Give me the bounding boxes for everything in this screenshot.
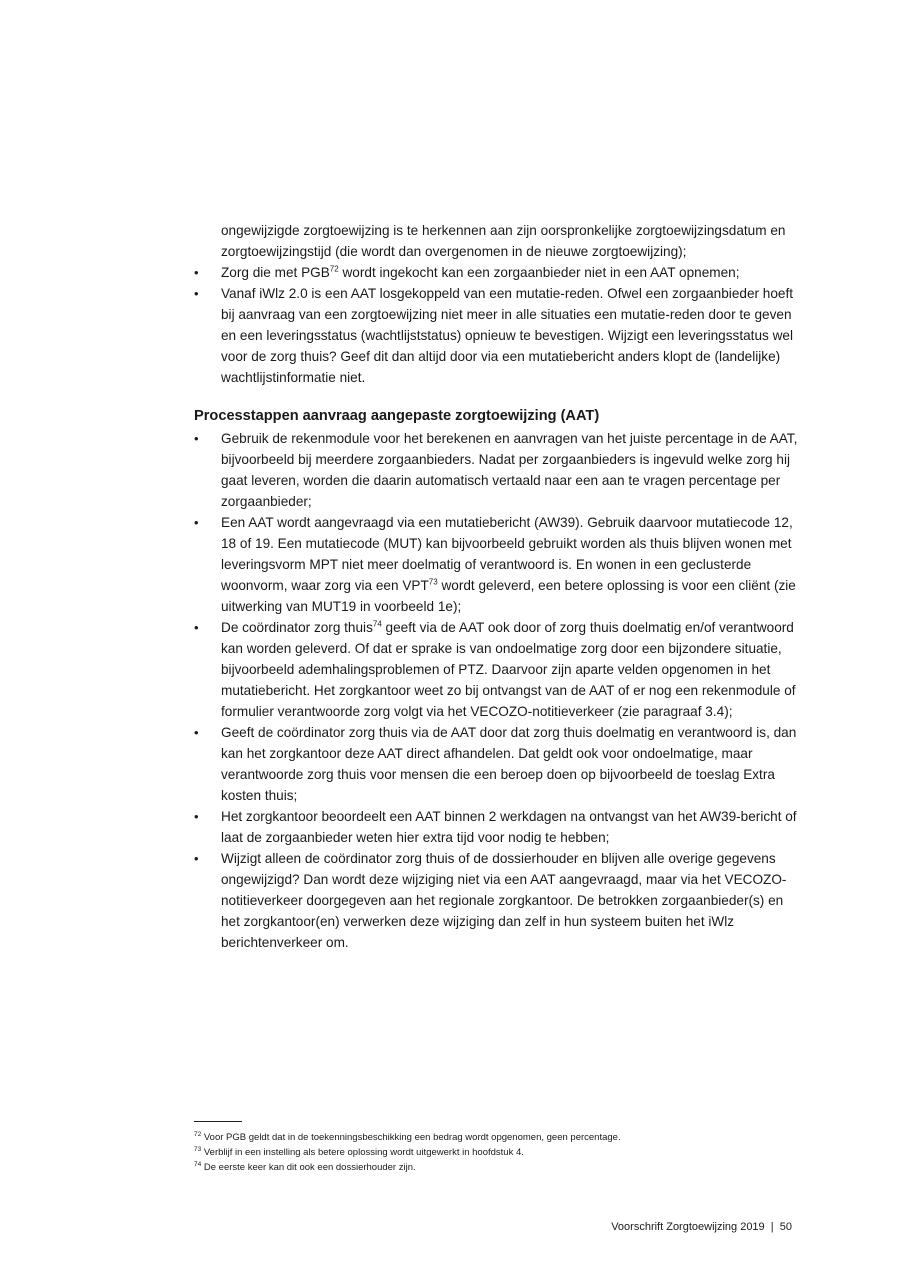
footnote-text: Voor PGB geldt dat in de toekenningsbeschikking een bedrag wordt opgenomen, geen percentage. bbox=[201, 1132, 621, 1143]
list-item bbox=[194, 848, 799, 953]
bullet-icon: • bbox=[194, 851, 199, 866]
footnote-74 bbox=[194, 1160, 799, 1175]
section-heading: Processtappen aanvraag aangepaste zorgtoewijzing (AAT) bbox=[194, 408, 600, 424]
bullet-icon: • bbox=[194, 265, 199, 280]
footnote-text: De eerste keer kan dit ook een dossierhouder zijn. bbox=[201, 1162, 416, 1173]
footnote-ref-73[interactable]: 73 bbox=[428, 577, 438, 587]
footnote-divider bbox=[194, 1121, 242, 1122]
main-text bbox=[194, 220, 799, 953]
bullet-text: Een AAT wordt aangevraagd via een mutatiebericht (AW39). Gebruik daarvoor mutatiecode 12, 18 of 19. Een mutatiecode (MUT) kan bijvoorbeeld gebruikt worden als thuis blijven wonen met leveringsvorm MPT niet meer doelmatig of verantwoord is. En wonen in een geclusterde woonvorm, waar zorg via een VPT bbox=[221, 515, 793, 593]
footnote-ref-74[interactable]: 74 bbox=[372, 619, 382, 629]
footnote-73 bbox=[194, 1145, 799, 1160]
footnotes bbox=[194, 1130, 799, 1175]
bullet-icon: • bbox=[194, 725, 199, 740]
bullet-text: Geeft de coördinator zorg thuis via de AAT door dat zorg thuis doelmatig en verantwoord is, dan kan het zorgkantoor deze AAT direct afhandelen. Dat geldt ook voor ondoelmatige, maar verantwoorde zorg thuis voor mensen die een beroep doen op bijvoorbeeld de toeslag Extra kosten thuis; bbox=[221, 725, 797, 803]
continued-paragraph: ongewijzigde zorgtoewijzing is te herkennen aan zijn oorspronkelijke zorgtoewijzingsdatum en zorgtoewijzingstijd (die wordt dan overgenomen in de nieuwe zorgtoewijzing); bbox=[221, 223, 786, 259]
process-steps-list bbox=[194, 428, 799, 953]
bullet-text: wordt geleverd, een betere oplossing is voor een cliënt (zie uitwerking van MUT19 in voorbeeld 1e); bbox=[221, 578, 796, 614]
bullet-icon: • bbox=[194, 620, 199, 635]
page-footer: Voorschrift Zorgtoewijzing 2019 | 50 bbox=[611, 1221, 792, 1233]
bullet-text: Wijzigt alleen de coördinator zorg thuis of de dossierhouder en blijven alle overige gegevens ongewijzigd? Dan wordt deze wijziging niet via een AAT aangevraagd, maar via het VECOZO-notitieverkeer doorgegeven aan het regionale zorgkantoor. De betrokken zorgaanbieder(s) en het zorgkantoor(en) verwerken deze wijziging dan zelf in hun systeem buiten het iWlz berichtenverkeer om. bbox=[221, 851, 787, 950]
footnote-number: 72 bbox=[194, 1130, 202, 1138]
footnote-ref-72[interactable]: 72 bbox=[329, 264, 339, 274]
list-item bbox=[194, 722, 799, 806]
list-item bbox=[194, 262, 799, 283]
footnote-number: 74 bbox=[194, 1160, 202, 1168]
list-item bbox=[194, 806, 799, 848]
footnote-text: Verblijf in een instelling als betere oplossing wordt uitgewerkt in hoofdstuk 4. bbox=[201, 1147, 524, 1158]
list-item bbox=[194, 283, 799, 388]
footnote-number: 73 bbox=[194, 1145, 202, 1153]
bullet-text: wordt ingekocht kan een zorgaanbieder niet in een AAT opnemen; bbox=[338, 265, 740, 280]
list-item bbox=[194, 512, 799, 617]
intro-bullet-list bbox=[194, 262, 799, 388]
bullet-text: geeft via de AAT ook door of zorg thuis doelmatig en/of verantwoord kan worden geleverd. Of dat er sprake is van ondoelmatige zorg door een bijzondere situatie, bijvoorbeeld ademhalingsproblemen of PTZ. Daarvoor zijn aparte velden opgenomen in het mutatiebericht. Het zorgkantoor weet zo bij ontvangst van de AAT of er nog een rekenmodule of formulier verantwoorde zorg volgt via het VECOZO-notitieverkeer (zie paragraaf 3.4); bbox=[221, 620, 796, 719]
bullet-text: Het zorgkantoor beoordeelt een AAT binnen 2 werkdagen na ontvangst van het AW39-bericht of laat de zorgaanbieder weten hier extra tijd voor nodig te hebben; bbox=[221, 809, 797, 845]
bullet-icon: • bbox=[194, 431, 199, 446]
bullet-text: Zorg die met PGB bbox=[221, 265, 330, 280]
bullet-icon: • bbox=[194, 286, 199, 301]
footnote-72 bbox=[194, 1130, 799, 1145]
list-item bbox=[194, 617, 799, 722]
bullet-icon: • bbox=[194, 809, 199, 824]
bullet-text: De coördinator zorg thuis bbox=[221, 620, 373, 635]
bullet-text: Vanaf iWlz 2.0 is een AAT losgekoppeld van een mutatie-reden. Ofwel een zorgaanbieder hoeft bij aanvraag van een zorgtoewijzing niet meer in alle situaties een mutatie-reden door te geven en een leveringsstatus (wachtlijststatus) opnieuw te bevestigen. Wijzigt een leveringsstatus wel voor de zorg thuis? Geef dit dan altijd door via een mutatiebericht anders klopt de (landelijke) wachtlijstinformatie niet. bbox=[221, 286, 794, 385]
list-item bbox=[194, 428, 799, 512]
bullet-text: Gebruik de rekenmodule voor het berekenen en aanvragen van het juiste percentage in de AAT, bijvoorbeeld bij meerdere zorgaanbieders. Nadat per zorgaanbieders is ingevuld welke zorg hij gaat leveren, worden die daarin automatisch vertaald naar een aan te vragen percentage per zorgaanbieder; bbox=[221, 431, 798, 509]
bullet-icon: • bbox=[194, 515, 199, 530]
